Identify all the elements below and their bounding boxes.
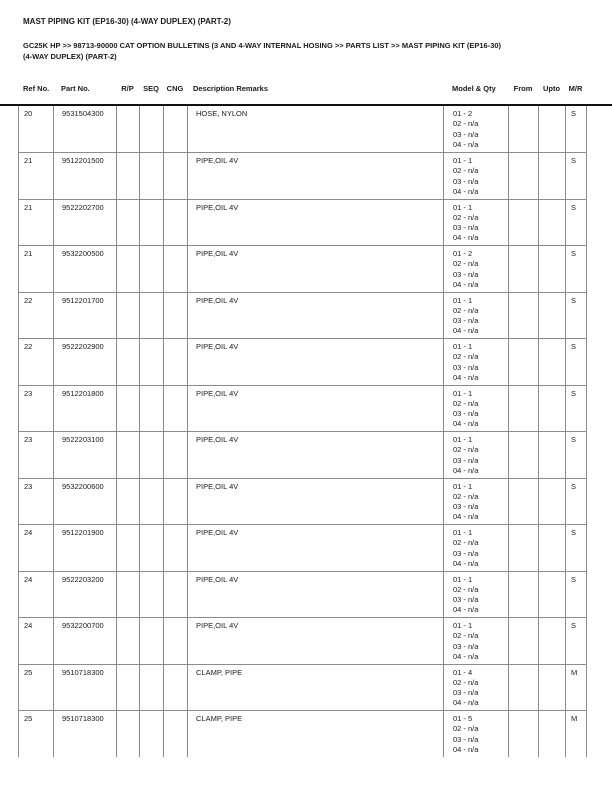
seq-cell: [140, 664, 164, 711]
from-cell: [509, 571, 539, 618]
model-qty-line: 02 - n/a: [453, 538, 479, 548]
from-cell: [509, 711, 539, 758]
ref-no-cell: 21: [19, 153, 54, 200]
mr-cell: S: [566, 571, 587, 618]
model-qty-line: 01 - 2: [453, 109, 473, 118]
rp-cell: [117, 711, 140, 758]
model-qty-line: 04 - n/a: [453, 605, 479, 615]
from-cell: [509, 618, 539, 665]
mr-cell: M: [566, 664, 587, 711]
ref-no-cell: 24: [19, 618, 54, 665]
part-no-cell: 9512201800: [54, 385, 117, 432]
model-qty-line: 04 - n/a: [453, 651, 479, 661]
model-qty-cell: [444, 246, 509, 293]
description-cell: PIPE,OIL 4V: [188, 199, 444, 246]
mr-cell: S: [566, 246, 587, 293]
model-qty-line: 02 - n/a: [453, 119, 479, 129]
ref-no-cell: 23: [19, 385, 54, 432]
part-no-cell: 9512201900: [54, 525, 117, 572]
part-no-cell: 9510718300: [54, 711, 117, 758]
model-qty-line: 02 - n/a: [453, 584, 479, 594]
model-qty-line: 02 - n/a: [453, 724, 479, 734]
column-header-model-qty: Model & Qty: [452, 84, 496, 93]
cng-cell: [164, 478, 188, 525]
model-qty-cell: [444, 432, 509, 479]
model-qty-line: 04 - n/a: [453, 186, 479, 196]
model-qty-cell: [444, 385, 509, 432]
model-qty-line: 04 - n/a: [453, 233, 479, 243]
description-cell: CLAMP, PIPE: [188, 664, 444, 711]
rp-cell: [117, 292, 140, 339]
model-qty-line: 04 - n/a: [453, 372, 479, 382]
cng-cell: [164, 525, 188, 572]
upto-cell: [539, 339, 566, 386]
upto-cell: [539, 618, 566, 665]
mr-cell: M: [566, 711, 587, 758]
from-cell: [509, 432, 539, 479]
model-qty-line: 03 - n/a: [453, 502, 479, 512]
model-qty-line: 02 - n/a: [453, 491, 479, 501]
model-qty-line: 04 - n/a: [453, 465, 479, 475]
seq-cell: [140, 711, 164, 758]
description-cell: PIPE,OIL 4V: [188, 478, 444, 525]
model-qty-cell: [444, 525, 509, 572]
mr-cell: S: [566, 385, 587, 432]
cng-cell: [164, 106, 188, 153]
cng-cell: [164, 199, 188, 246]
model-qty-line: 02 - n/a: [453, 631, 479, 641]
description-cell: PIPE,OIL 4V: [188, 385, 444, 432]
description-cell: HOSE, NYLON: [188, 106, 444, 153]
rp-cell: [117, 525, 140, 572]
model-qty-line: 04 - n/a: [453, 419, 479, 429]
mr-cell: S: [566, 106, 587, 153]
from-cell: [509, 339, 539, 386]
parts-table-row: [19, 199, 587, 246]
model-qty-line: 02 - n/a: [453, 212, 479, 222]
column-header-ref-no: Ref No.: [23, 84, 50, 93]
mr-cell: S: [566, 339, 587, 386]
parts-table-row: [19, 292, 587, 339]
model-qty-line: 04 - n/a: [453, 744, 479, 754]
model-qty-cell: [444, 618, 509, 665]
parts-table-row: [19, 385, 587, 432]
cng-cell: [164, 153, 188, 200]
description-cell: PIPE,OIL 4V: [188, 618, 444, 665]
model-qty-line: 01 - 4: [453, 667, 473, 677]
rp-cell: [117, 199, 140, 246]
model-qty-line: 01 - 2: [453, 249, 473, 258]
ref-no-cell: 25: [19, 664, 54, 711]
model-qty-line: 03 - n/a: [453, 316, 479, 326]
description-cell: PIPE,OIL 4V: [188, 292, 444, 339]
upto-cell: [539, 432, 566, 479]
upto-cell: [539, 664, 566, 711]
description-cell: CLAMP, PIPE: [188, 711, 444, 758]
ref-no-cell: 22: [19, 339, 54, 386]
model-qty-line: 01 - 1: [453, 202, 473, 212]
parts-table-row: [19, 339, 587, 386]
ref-no-cell: 22: [19, 292, 54, 339]
part-no-cell: 9522203100: [54, 432, 117, 479]
parts-table-row: [19, 432, 587, 479]
column-header-from: From: [513, 84, 533, 93]
ref-no-cell: 23: [19, 432, 54, 479]
cng-cell: [164, 292, 188, 339]
from-cell: [509, 478, 539, 525]
part-no-cell: 9510718300: [54, 664, 117, 711]
mr-cell: S: [566, 153, 587, 200]
model-qty-line: 03 - n/a: [453, 129, 479, 139]
model-qty-line: 01 - 1: [453, 528, 473, 537]
upto-cell: [539, 571, 566, 618]
page-title: MAST PIPING KIT (EP16-30) (4-WAY DUPLEX) (PART-2): [23, 17, 231, 26]
ref-no-cell: 24: [19, 525, 54, 572]
model-qty-line: 03 - n/a: [453, 734, 479, 744]
model-qty-line: 03 - n/a: [453, 548, 479, 558]
from-cell: [509, 664, 539, 711]
cng-cell: [164, 339, 188, 386]
model-qty-line: 01 - 1: [453, 156, 473, 165]
seq-cell: [140, 385, 164, 432]
model-qty-line: 04 - n/a: [453, 139, 479, 149]
rp-cell: [117, 339, 140, 386]
description-cell: PIPE,OIL 4V: [188, 571, 444, 618]
ref-no-cell: 21: [19, 199, 54, 246]
model-qty-line: 01 - 1: [453, 481, 473, 491]
model-qty-line: 03 - n/a: [453, 455, 479, 465]
description-cell: PIPE,OIL 4V: [188, 339, 444, 386]
breadcrumb: [23, 40, 595, 62]
ref-no-cell: 24: [19, 571, 54, 618]
seq-cell: [140, 292, 164, 339]
parts-table-row: [19, 525, 587, 572]
upto-cell: [539, 153, 566, 200]
model-qty-line: 03 - n/a: [453, 223, 479, 233]
model-qty-line: 01 - 1: [453, 435, 473, 444]
part-no-cell: 9522203200: [54, 571, 117, 618]
breadcrumb-line-2: (4-WAY DUPLEX) (PART-2): [23, 52, 117, 61]
part-no-cell: 9512201500: [54, 153, 117, 200]
model-qty-line: 01 - 1: [453, 295, 473, 305]
upto-cell: [539, 385, 566, 432]
model-qty-cell: [444, 478, 509, 525]
seq-cell: [140, 618, 164, 665]
column-header-description: Description Remarks: [193, 84, 269, 93]
model-qty-line: 01 - 1: [453, 388, 473, 398]
model-qty-cell: [444, 153, 509, 200]
upto-cell: [539, 711, 566, 758]
mr-cell: S: [566, 478, 587, 525]
model-qty-line: 02 - n/a: [453, 398, 479, 408]
model-qty-line: 02 - n/a: [453, 677, 479, 687]
model-qty-cell: [444, 711, 509, 758]
seq-cell: [140, 106, 164, 153]
model-qty-line: 04 - n/a: [453, 512, 479, 522]
from-cell: [509, 292, 539, 339]
model-qty-line: 02 - n/a: [453, 445, 479, 455]
model-qty-line: 04 - n/a: [453, 698, 479, 708]
from-cell: [509, 199, 539, 246]
rp-cell: [117, 618, 140, 665]
model-qty-line: 02 - n/a: [453, 166, 479, 176]
description-cell: PIPE,OIL 4V: [188, 525, 444, 572]
mr-cell: S: [566, 292, 587, 339]
model-qty-line: 01 - 1: [453, 342, 473, 351]
model-qty-cell: [444, 199, 509, 246]
seq-cell: [140, 525, 164, 572]
upto-cell: [539, 292, 566, 339]
cng-cell: [164, 664, 188, 711]
model-qty-line: 03 - n/a: [453, 688, 479, 698]
rp-cell: [117, 246, 140, 293]
upto-cell: [539, 199, 566, 246]
model-qty-line: 02 - n/a: [453, 259, 479, 269]
column-header-upto: Upto: [542, 84, 561, 93]
part-no-cell: 9522202700: [54, 199, 117, 246]
upto-cell: [539, 246, 566, 293]
model-qty-line: 02 - n/a: [453, 352, 479, 362]
column-header-rp: R/P: [121, 84, 134, 93]
breadcrumb-line-1: GC25K HP >> 98713-90000 CAT OPTION BULLETINS (3 AND 4-WAY INTERNAL HOSING >> PARTS LIST >> MAST PIPING KIT (EP16-30): [23, 41, 502, 50]
from-cell: [509, 106, 539, 153]
parts-table-row: [19, 153, 587, 200]
parts-table-row: [19, 664, 587, 711]
from-cell: [509, 246, 539, 293]
part-no-cell: 9532200700: [54, 618, 117, 665]
cng-cell: [164, 432, 188, 479]
column-header-seq: SEQ: [143, 84, 159, 93]
description-cell: PIPE,OIL 4V: [188, 153, 444, 200]
parts-table-row: [19, 478, 587, 525]
parts-table-row: [19, 106, 587, 153]
rp-cell: [117, 106, 140, 153]
mr-cell: S: [566, 199, 587, 246]
seq-cell: [140, 199, 164, 246]
model-qty-cell: [444, 571, 509, 618]
model-qty-cell: [444, 106, 509, 153]
mr-cell: S: [566, 525, 587, 572]
model-qty-line: 03 - n/a: [453, 176, 479, 186]
column-header-mr: M/R: [568, 84, 583, 93]
parts-table-row: [19, 711, 587, 758]
column-header-cng: CNG: [166, 84, 184, 93]
model-qty-line: 03 - n/a: [453, 362, 479, 372]
model-qty-line: 04 - n/a: [453, 326, 479, 336]
model-qty-line: 04 - n/a: [453, 279, 479, 289]
mr-cell: S: [566, 618, 587, 665]
rp-cell: [117, 385, 140, 432]
model-qty-line: 01 - 1: [453, 574, 473, 584]
ref-no-cell: 20: [19, 106, 54, 153]
model-qty-cell: [444, 664, 509, 711]
part-no-cell: 9532200500: [54, 246, 117, 293]
mr-cell: S: [566, 432, 587, 479]
from-cell: [509, 525, 539, 572]
ref-no-cell: 23: [19, 478, 54, 525]
seq-cell: [140, 432, 164, 479]
cng-cell: [164, 711, 188, 758]
ref-no-cell: 25: [19, 711, 54, 758]
from-cell: [509, 385, 539, 432]
rp-cell: [117, 664, 140, 711]
rp-cell: [117, 432, 140, 479]
rp-cell: [117, 478, 140, 525]
model-qty-line: 03 - n/a: [453, 595, 479, 605]
description-cell: PIPE,OIL 4V: [188, 432, 444, 479]
model-qty-line: 03 - n/a: [453, 641, 479, 651]
cng-cell: [164, 246, 188, 293]
upto-cell: [539, 525, 566, 572]
model-qty-line: 03 - n/a: [453, 269, 479, 279]
seq-cell: [140, 153, 164, 200]
parts-table-row: [19, 571, 587, 618]
part-no-cell: 9531504300: [54, 106, 117, 153]
parts-table-row: [19, 618, 587, 665]
seq-cell: [140, 246, 164, 293]
from-cell: [509, 153, 539, 200]
ref-no-cell: 21: [19, 246, 54, 293]
cng-cell: [164, 571, 188, 618]
table-column-headers: [18, 84, 586, 94]
model-qty-line: 02 - n/a: [453, 305, 479, 315]
model-qty-line: 04 - n/a: [453, 558, 479, 568]
cng-cell: [164, 385, 188, 432]
seq-cell: [140, 339, 164, 386]
part-no-cell: 9512201700: [54, 292, 117, 339]
model-qty-cell: [444, 292, 509, 339]
rp-cell: [117, 571, 140, 618]
description-cell: PIPE,OIL 4V: [188, 246, 444, 293]
model-qty-line: 03 - n/a: [453, 409, 479, 419]
parts-table-row: [19, 246, 587, 293]
part-no-cell: 9532200600: [54, 478, 117, 525]
part-no-cell: 9522202900: [54, 339, 117, 386]
upto-cell: [539, 478, 566, 525]
model-qty-line: 01 - 1: [453, 621, 473, 630]
seq-cell: [140, 571, 164, 618]
seq-cell: [140, 478, 164, 525]
parts-table: [18, 106, 587, 757]
rp-cell: [117, 153, 140, 200]
column-header-part-no: Part No.: [61, 84, 90, 93]
model-qty-cell: [444, 339, 509, 386]
upto-cell: [539, 106, 566, 153]
model-qty-line: 01 - 5: [453, 714, 473, 723]
cng-cell: [164, 618, 188, 665]
